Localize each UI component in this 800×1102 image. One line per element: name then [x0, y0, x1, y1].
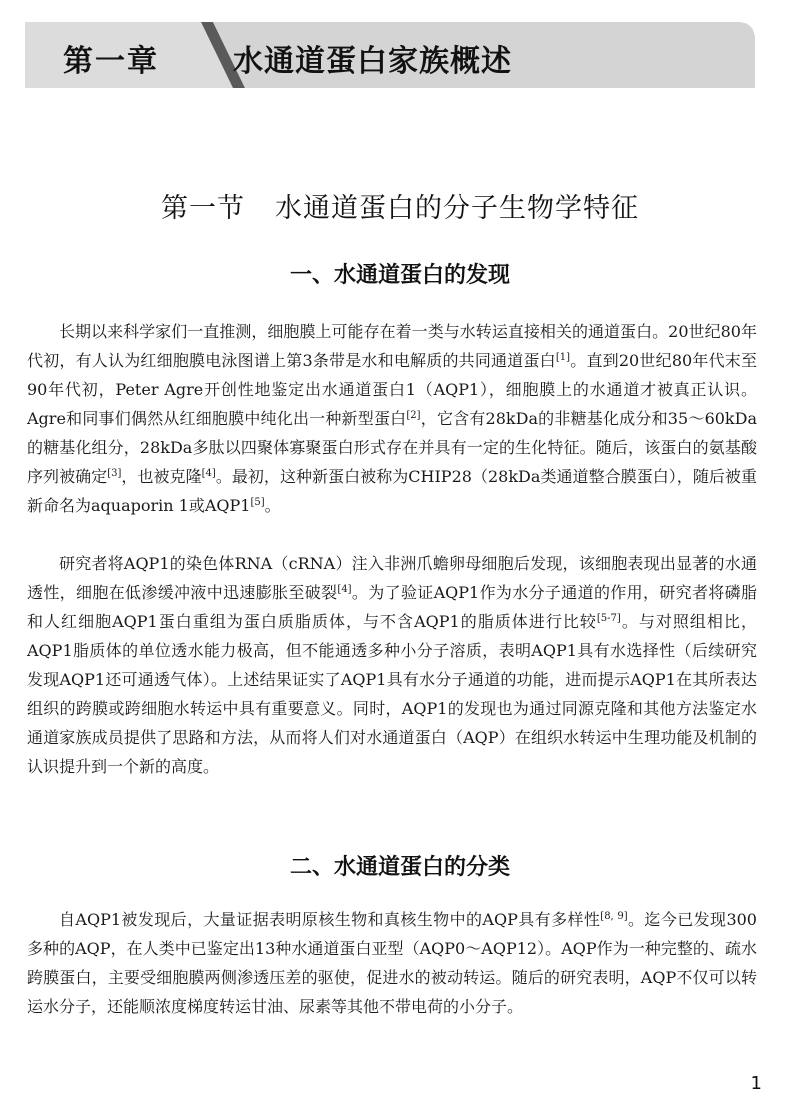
section-name: 水通道蛋白的分子生物学特征: [275, 193, 639, 224]
subsection-title-classification: 二、水通道蛋白的分类: [289, 855, 510, 880]
citation: [8, 9]: [600, 911, 628, 922]
paragraph-discovery-2: 研究者将AQP1的染色体RNA（cRNA）注入非洲爪蟾卵母细胞后发现，该细胞表现出显著的水通透性，细胞在低渗缓冲液中迅速膨胀至破裂[4]。为了验证AQP1作为水分子通道的作用，研究者将磷脂和人红细胞AQP1蛋白重组为蛋白质脂质体，与不含AQP1的脂质体进行比较[5-7]。与对照组相比，AQP1脂质体的单位透水能力极高，但不能通透多种小分子溶质，表明AQP1具有水选择性（后续研究发现AQP1还可通透气体）。上述结果证实了AQP1具有水分子通道的功能，进而提示AQP1在其所表达组织的跨膜或跨细胞水转运中具有重要意义。同时，AQP1的发现也为通过同源克隆和其他方法鉴定水通道家族成员提供了思路和方法，从而将人们对水通道蛋白（AQP）在组织水转运中生理功能及机制的认识提升到一个新的高度。: [27, 554, 757, 776]
paragraph-classification-1: 自AQP1被发现后，大量证据表明原核生物和真核生物中的AQP具有多样性[8, 9]。迄今已发现300多种的AQP，在人类中已鉴定出13种水通道蛋白亚型（AQP0～AQP12）。AQP作为一种完整的、疏水跨膜蛋白，主要受细胞膜两侧渗透压差的驱使，促进水的被动转运。随后的研究表明，AQP不仅可以转运水分子，还能顺浓度梯度转运甘油、尿素等其他不带电荷的小分子。: [27, 910, 757, 1016]
citation: [5]: [250, 497, 265, 508]
chapter-banner: [25, 22, 755, 88]
citation: [2]: [406, 410, 421, 421]
citation: [5-7]: [596, 613, 621, 624]
chapter-label: 第一章: [63, 44, 159, 79]
paragraph-discovery-1: 长期以来科学家们一直推测，细胞膜上可能存在着一类与水转运直接相关的通道蛋白。20世纪80年代初，有人认为红细胞膜电泳图谱上第3条带是水和电解质的共同通道蛋白[1]。直到20世纪80年代末至90年代初，Peter Agre开创性地鉴定出水通道蛋白1（AQP1），细胞膜上的水通道才被真正认识。Agre和同事们偶然从红细胞膜中纯化出一种新型蛋白[2]，它含有28kDa的非糖基化成分和35～60kDa的糖基化组分，28kDa多肽以四聚体寡聚蛋白形式存在并具有一定的生化特征。随后，该蛋白的氨基酸序列被确定[3]，也被克隆[4]。最初，这种新蛋白被称为CHIP28（28kDa类通道整合膜蛋白），随后被重新命名为aquaporin 1或AQP1[5]。: [27, 322, 757, 515]
citation: [4]: [337, 584, 352, 595]
citation: [1]: [555, 352, 571, 363]
subsection-title-discovery: 一、水通道蛋白的发现: [289, 263, 510, 288]
citation: [4]: [201, 468, 216, 479]
section-title: [0, 186, 800, 225]
section-number: 第一节: [161, 193, 245, 224]
citation: [3]: [107, 468, 122, 479]
page-number: 1: [750, 1073, 762, 1094]
chapter-title: 水通道蛋白家族概述: [233, 44, 512, 79]
